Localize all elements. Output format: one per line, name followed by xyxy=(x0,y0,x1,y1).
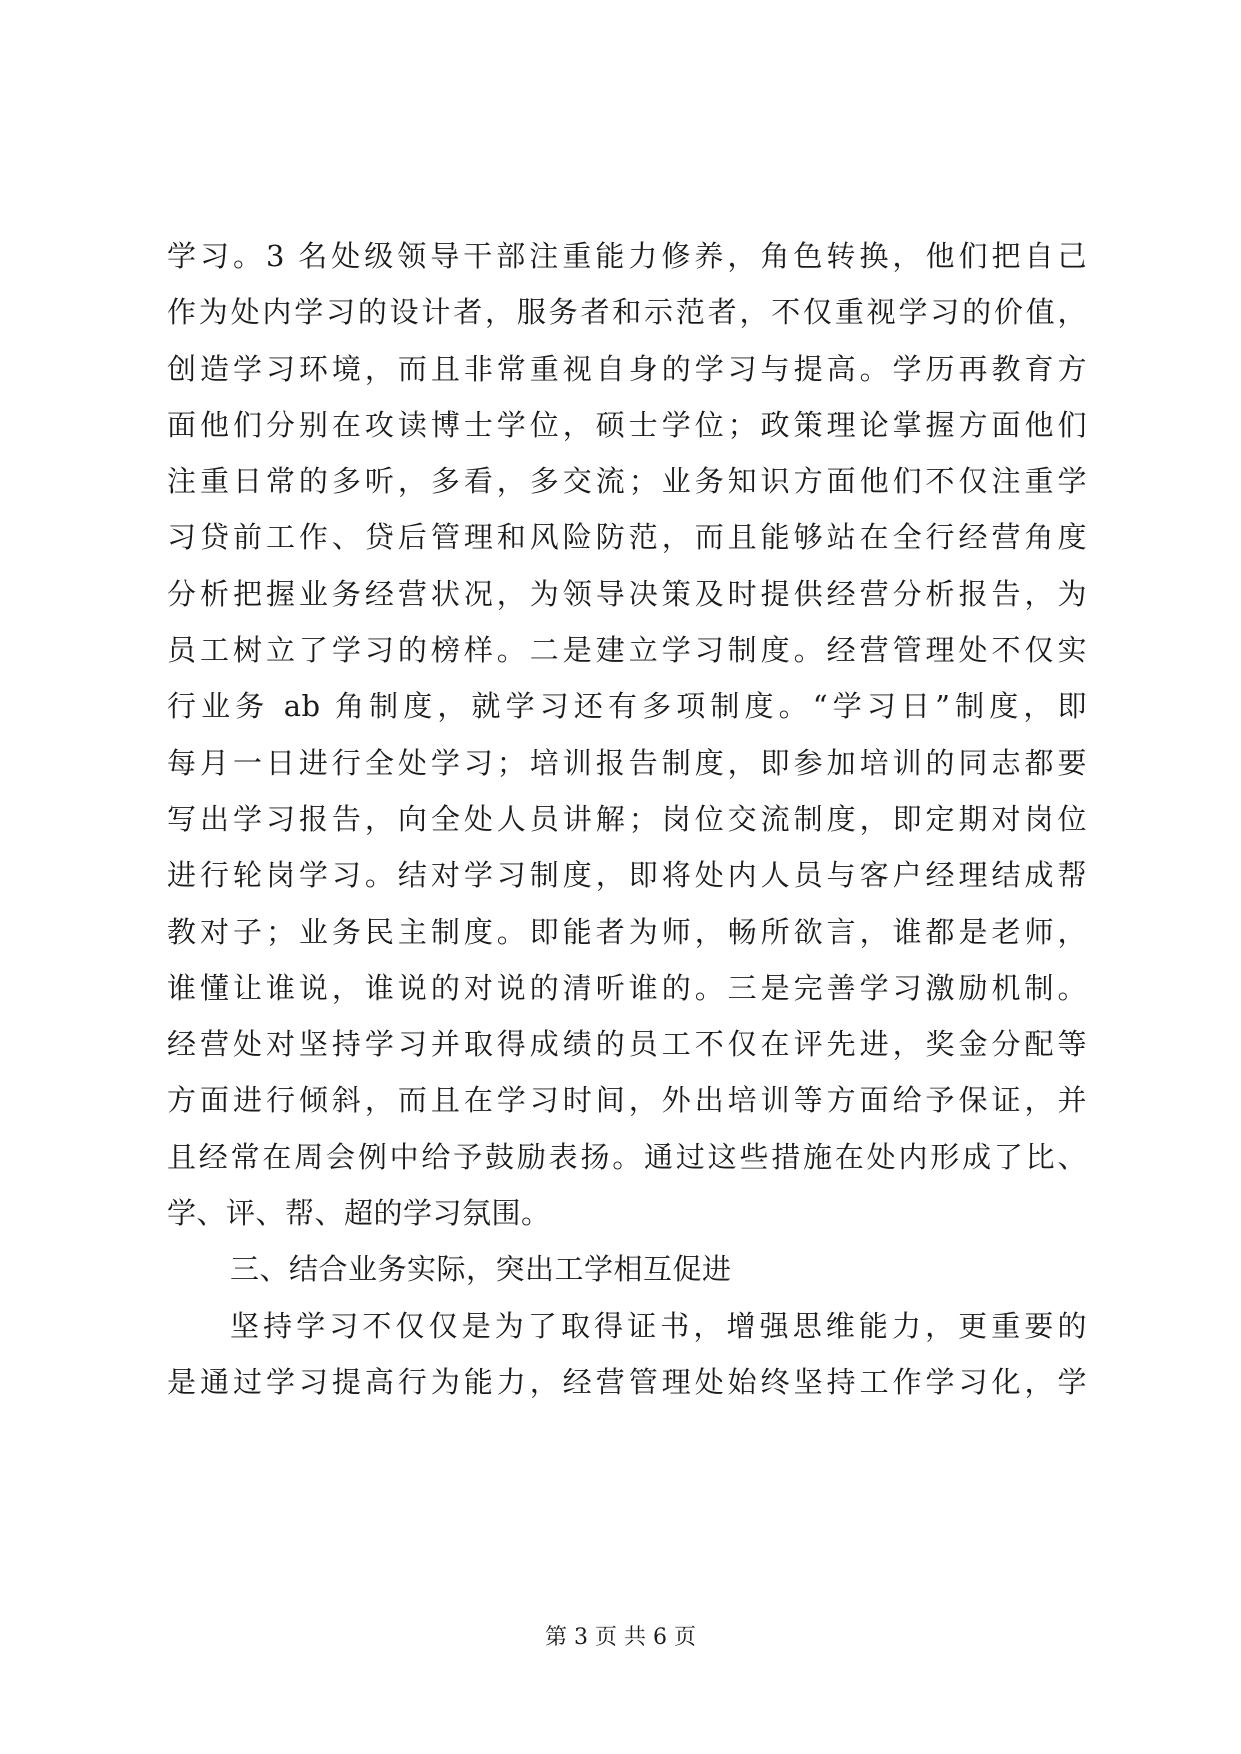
text-line: 分析把握业务经营状况，为领导决策及时提供经营分析报告，为 xyxy=(167,576,1087,611)
text-line: 且经常在周会例中给予鼓励表扬。通过这些措施在处内形成了比、 xyxy=(167,1139,1087,1174)
text-line: 行业务 ab 角制度，就学习还有多项制度。“学习日”制度，即 xyxy=(167,689,1087,724)
text-line: 教对子；业务民主制度。即能者为师，畅所欲言，谁都是老师， xyxy=(167,914,1087,949)
text-line: 习贷前工作、贷后管理和风险防范，而且能够站在全行经营角度 xyxy=(167,520,1087,555)
text-line: 经营处对坚持学习并取得成绩的员工不仅在评先进，奖金分配等 xyxy=(167,1027,1087,1062)
text-line: 是通过学习提高行为能力，经营管理处始终坚持工作学习化，学 xyxy=(167,1364,1087,1399)
paragraph-first-line: 坚持学习不仅仅是为了取得证书，增强思维能力，更重要的 xyxy=(230,1308,1087,1343)
section-heading: 三、结合业务实际，突出工学相互促进 xyxy=(230,1252,732,1287)
text-line: 写出学习报告，向全处人员讲解；岗位交流制度，即定期对岗位 xyxy=(167,801,1087,836)
text-line: 员工树立了学习的榜样。二是建立学习制度。经营管理处不仅实 xyxy=(167,633,1087,668)
text-line: 学习。3 名处级领导干部注重能力修养，角色转换，他们把自己 xyxy=(167,239,1087,273)
paragraph-end-line: 学、评、帮、超的学习氛围。 xyxy=(167,1196,551,1231)
text-line: 作为处内学习的设计者，服务者和示范者，不仅重视学习的价值， xyxy=(167,295,1087,330)
text-line: 每月一日进行全处学习；培训报告制度，即参加培训的同志都要 xyxy=(167,745,1087,780)
text-line: 谁懂让谁说，谁说的对说的清听谁的。三是完善学习激励机制。 xyxy=(167,970,1087,1005)
text-line: 进行轮岗学习。结对学习制度，即将处内人员与客户经理结成帮 xyxy=(167,858,1087,893)
text-line: 面他们分别在攻读博士学位，硕士学位；政策理论掌握方面他们 xyxy=(167,407,1087,442)
page-number-footer: 第 3 页 共 6 页 xyxy=(545,1625,696,1650)
document-body xyxy=(167,228,1087,1410)
text-line: 方面进行倾斜，而且在学习时间，外出培训等方面给予保证，并 xyxy=(167,1083,1087,1118)
text-line: 注重日常的多听，多看，多交流；业务知识方面他们不仅注重学 xyxy=(167,464,1087,499)
text-line: 创造学习环境，而且非常重视自身的学习与提高。学历再教育方 xyxy=(167,351,1087,386)
